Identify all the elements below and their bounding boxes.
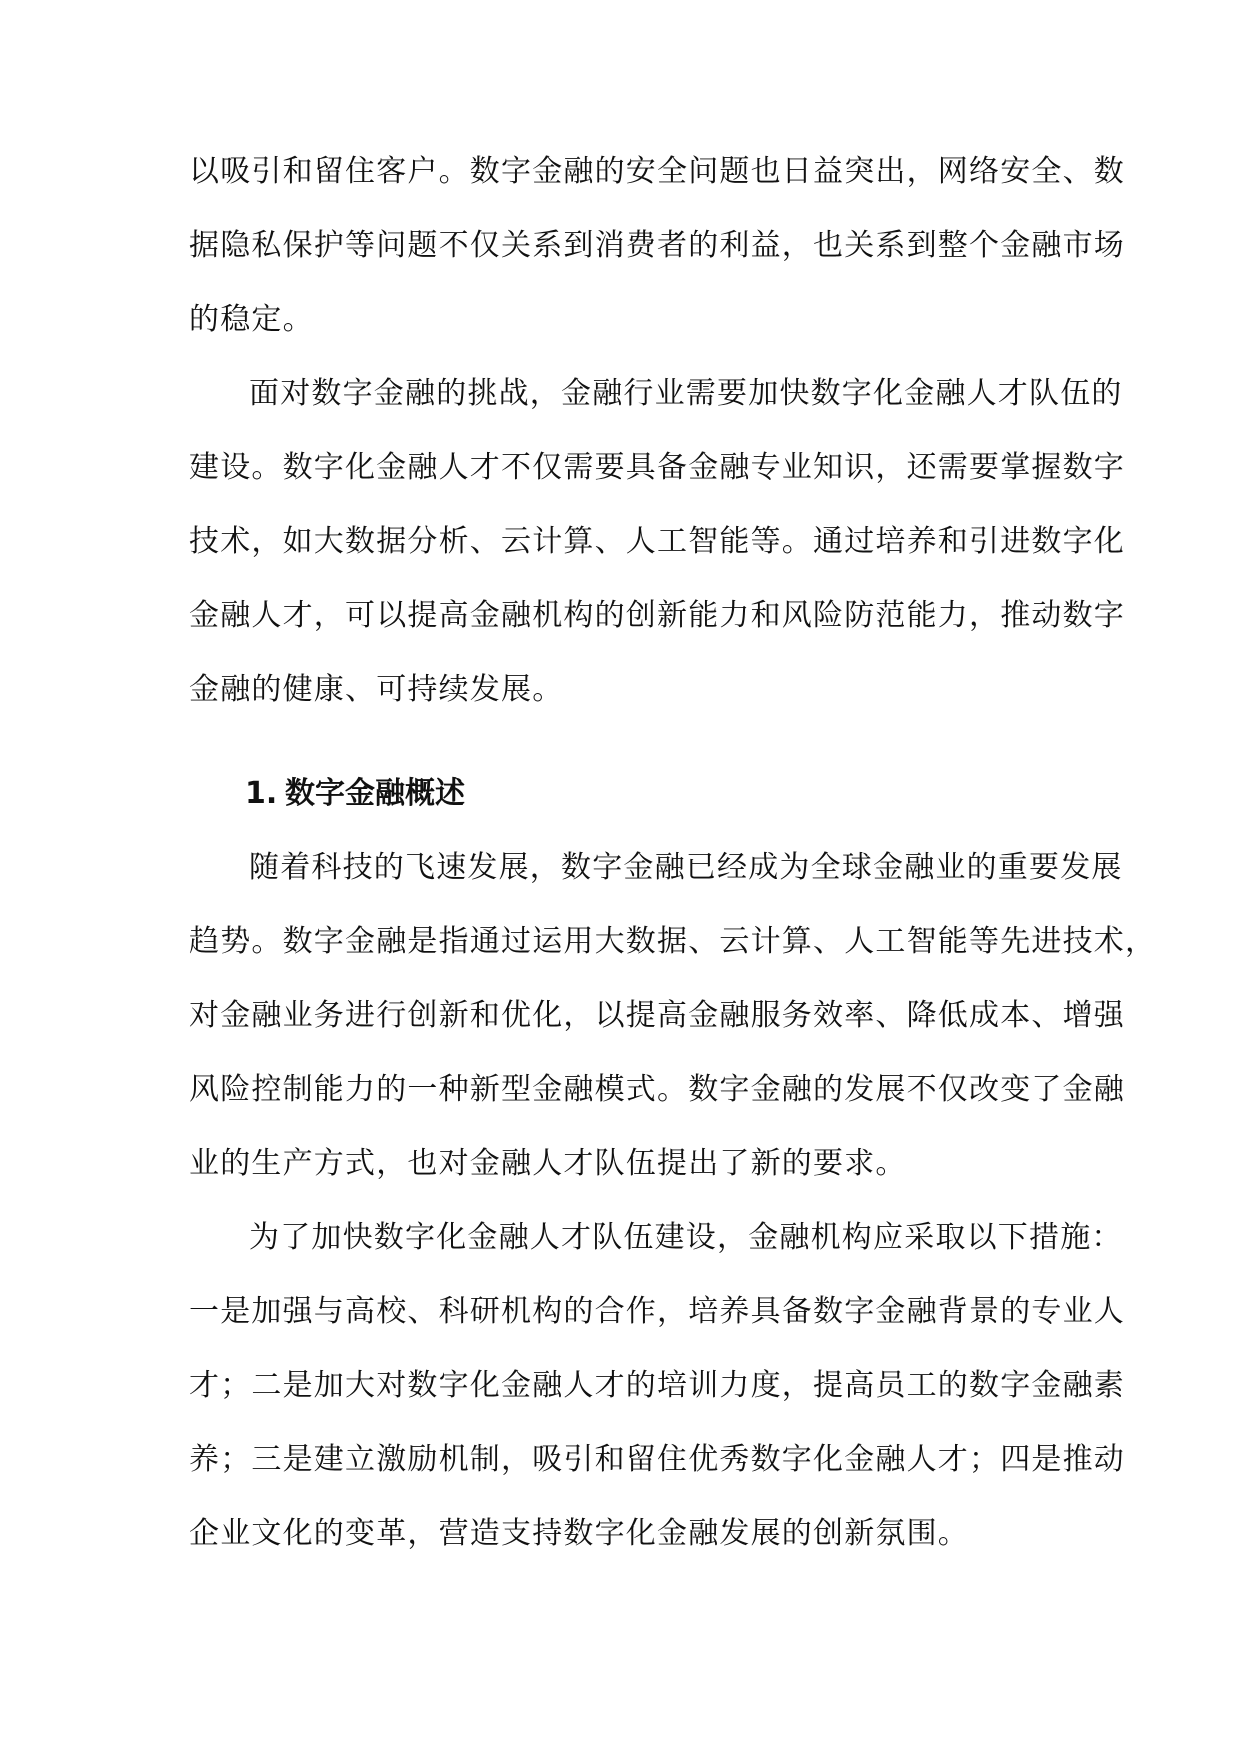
text-line: 业的生产方式，也对金融人才队伍提出了新的要求。 [189,1146,907,1181]
section-title: 数字金融概述 [285,776,465,811]
section-number: 1. [245,776,278,811]
text-line: 风险控制能力的一种新型金融模式。数字金融的发展不仅改变了金融 [189,1072,1125,1107]
text-line: 金融的健康、可持续发展。 [189,672,564,707]
text-line: 随着科技的飞速发展，数字金融已经成为全球金融业的重要发展 [249,850,1123,885]
text-line: 面对数字金融的挑战，金融行业需要加快数字化金融人才队伍的 [249,376,1123,411]
text-line: 对金融业务进行创新和优化，以提高金融服务效率、降低成本、增强 [189,998,1125,1033]
text-line: 趋势。数字金融是指通过运用大数据、云计算、人工智能等先进技术， [189,924,1157,959]
text-line: 为了加快数字化金融人才队伍建设，金融机构应采取以下措施： [249,1220,1123,1255]
text-line: 技术，如大数据分析、云计算、人工智能等。通过培养和引进数字化 [189,524,1125,559]
paragraph [189,142,1125,364]
document-body [189,142,1157,1578]
text-line: 一是加强与高校、科研机构的合作，培养具备数字金融背景的专业人 [189,1294,1125,1329]
text-line: 据隐私保护等问题不仅关系到消费者的利益，也关系到整个金融市场 [189,228,1125,263]
text-line: 建设。数字化金融人才不仅需要具备金融专业知识，还需要掌握数字 [189,450,1125,485]
paragraph [189,838,1157,1208]
text-line: 养；三是建立激励机制，吸引和留住优秀数字化金融人才；四是推动 [189,1442,1125,1477]
paragraph [189,364,1125,734]
text-line: 的稳定。 [189,302,314,337]
section-heading [189,764,1059,838]
text-line: 金融人才，可以提高金融机构的创新能力和风险防范能力，推动数字 [189,598,1125,633]
text-line: 以吸引和留住客户。数字金融的安全问题也日益突出，网络安全、数 [189,154,1125,189]
paragraph [189,1208,1125,1578]
text-line: 才；二是加大对数字化金融人才的培训力度，提高员工的数字金融素 [189,1368,1125,1403]
text-line: 企业文化的变革，营造支持数字化金融发展的创新氛围。 [189,1516,969,1551]
